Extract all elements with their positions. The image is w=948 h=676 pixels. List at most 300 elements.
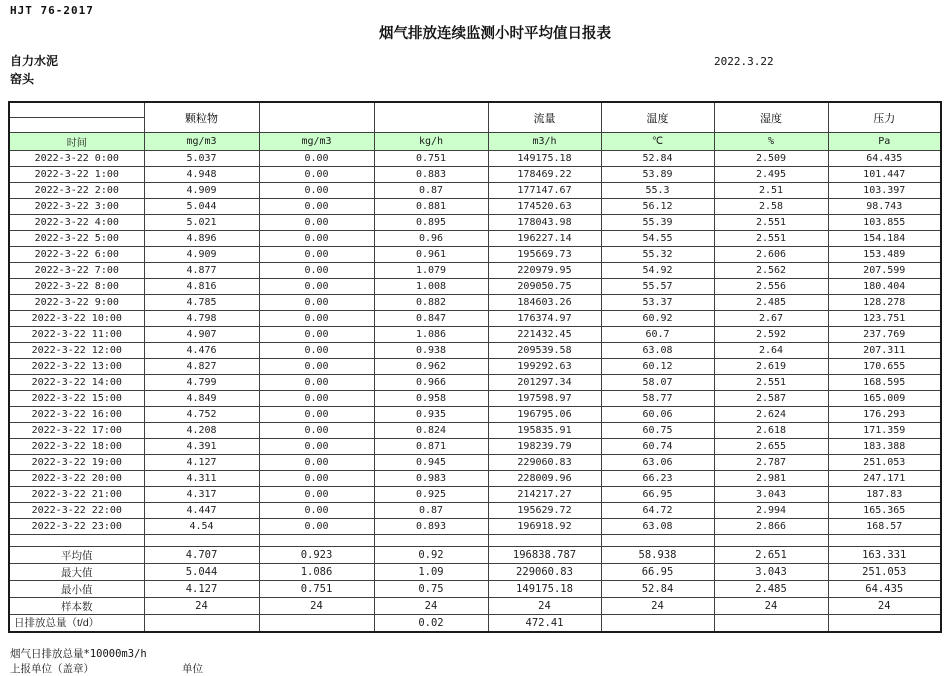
data-cell: 228009.96 (488, 471, 601, 487)
time-cell: 2022-3-22 12:00 (9, 343, 144, 359)
time-header-upper-cell (10, 103, 144, 118)
time-header-lower-cell (10, 118, 144, 132)
data-cell: 2.655 (714, 439, 828, 455)
data-cell: 184603.26 (488, 295, 601, 311)
data-cell: 60.7 (601, 327, 714, 343)
data-cell: 66.23 (601, 471, 714, 487)
data-cell: 0.00 (259, 343, 374, 359)
blank-cell (714, 535, 828, 547)
data-cell: 66.95 (601, 487, 714, 503)
summary-row (9, 598, 941, 615)
blank-cell (828, 535, 941, 547)
summary-value-cell: 52.84 (601, 581, 714, 598)
data-cell: 1.079 (374, 263, 488, 279)
data-cell: 149175.18 (488, 151, 601, 167)
summary-value-cell: 64.435 (828, 581, 941, 598)
summary-value-cell: 2.651 (714, 547, 828, 564)
table-row (9, 151, 941, 167)
summary-row (9, 615, 941, 632)
blank-cell (374, 535, 488, 547)
data-cell: 0.00 (259, 359, 374, 375)
data-cell: 63.06 (601, 455, 714, 471)
summary-value-cell: 251.053 (828, 564, 941, 581)
summary-value-cell: 24 (828, 598, 941, 615)
time-cell: 2022-3-22 17:00 (9, 423, 144, 439)
table-row (9, 279, 941, 295)
company-name: 自力水泥 (10, 54, 59, 68)
data-cell: 0.883 (374, 167, 488, 183)
data-cell: 2.866 (714, 519, 828, 535)
data-cell: 0.983 (374, 471, 488, 487)
summary-value-cell: 1.09 (374, 564, 488, 581)
data-cell: 4.127 (144, 455, 259, 471)
data-cell: 0.87 (374, 183, 488, 199)
summary-label: 最小值 (9, 581, 144, 598)
data-cell: 0.00 (259, 471, 374, 487)
units-row (9, 133, 941, 151)
data-cell: 195669.73 (488, 247, 601, 263)
unit-mgm3-2: mg/m3 (259, 133, 374, 151)
table-row (9, 519, 941, 535)
data-cell: 53.89 (601, 167, 714, 183)
data-cell: 60.74 (601, 439, 714, 455)
summary-value-cell: 0.751 (259, 581, 374, 598)
data-cell: 60.75 (601, 423, 714, 439)
data-cell: 2.618 (714, 423, 828, 439)
data-cell: 0.824 (374, 423, 488, 439)
data-cell: 237.769 (828, 327, 941, 343)
time-cell: 2022-3-22 22:00 (9, 503, 144, 519)
data-cell: 0.961 (374, 247, 488, 263)
data-cell: 0.00 (259, 423, 374, 439)
data-cell: 54.92 (601, 263, 714, 279)
data-cell: 60.06 (601, 407, 714, 423)
data-cell: 4.311 (144, 471, 259, 487)
time-cell: 2022-3-22 14:00 (9, 375, 144, 391)
summary-value-cell: 1.086 (259, 564, 374, 581)
data-cell: 0.00 (259, 519, 374, 535)
table-row (9, 359, 941, 375)
time-cell: 2022-3-22 18:00 (9, 439, 144, 455)
data-cell: 63.08 (601, 519, 714, 535)
data-cell: 1.086 (374, 327, 488, 343)
table-row (9, 343, 941, 359)
blank-cell (488, 535, 601, 547)
data-cell: 55.32 (601, 247, 714, 263)
data-cell: 4.909 (144, 247, 259, 263)
data-cell: 176374.97 (488, 311, 601, 327)
header-blank-1 (259, 102, 374, 133)
table-row (9, 231, 941, 247)
summary-value-cell: 3.043 (714, 564, 828, 581)
data-cell: 54.55 (601, 231, 714, 247)
time-header-split-cell (9, 102, 144, 133)
data-cell: 2.994 (714, 503, 828, 519)
data-cell: 2.485 (714, 295, 828, 311)
data-cell: 2.624 (714, 407, 828, 423)
data-cell: 201297.34 (488, 375, 601, 391)
time-cell: 2022-3-22 7:00 (9, 263, 144, 279)
data-cell: 5.037 (144, 151, 259, 167)
data-cell: 174520.63 (488, 199, 601, 215)
data-cell: 60.12 (601, 359, 714, 375)
summary-value-cell: 24 (144, 598, 259, 615)
time-cell: 2022-3-22 9:00 (9, 295, 144, 311)
unit-label: 单位 (182, 663, 203, 675)
data-cell: 0.871 (374, 439, 488, 455)
time-cell: 2022-3-22 15:00 (9, 391, 144, 407)
summary-row (9, 581, 941, 598)
data-cell: 2.64 (714, 343, 828, 359)
data-cell: 0.00 (259, 263, 374, 279)
table-row (9, 423, 941, 439)
time-cell: 2022-3-22 2:00 (9, 183, 144, 199)
data-cell: 0.00 (259, 247, 374, 263)
data-cell: 64.72 (601, 503, 714, 519)
data-cell: 0.751 (374, 151, 488, 167)
unit-celsius: ℃ (601, 133, 714, 151)
data-cell: 53.37 (601, 295, 714, 311)
data-cell: 168.57 (828, 519, 941, 535)
table-row (9, 327, 941, 343)
data-cell: 196227.14 (488, 231, 601, 247)
data-cell: 103.855 (828, 215, 941, 231)
group-header-row (9, 102, 941, 133)
summary-value-cell: 58.938 (601, 547, 714, 564)
summary-label: 平均值 (9, 547, 144, 564)
data-cell: 180.404 (828, 279, 941, 295)
data-cell: 2.51 (714, 183, 828, 199)
data-cell: 0.00 (259, 439, 374, 455)
data-cell: 0.945 (374, 455, 488, 471)
data-cell: 2.619 (714, 359, 828, 375)
data-cell: 58.07 (601, 375, 714, 391)
table-row (9, 439, 941, 455)
data-cell: 0.00 (259, 327, 374, 343)
header-humidity: 湿度 (714, 102, 828, 133)
data-cell: 176.293 (828, 407, 941, 423)
data-cell: 103.397 (828, 183, 941, 199)
data-cell: 4.948 (144, 167, 259, 183)
summary-value-cell: 4.707 (144, 547, 259, 564)
data-cell: 4.849 (144, 391, 259, 407)
summary-value-cell: 196838.787 (488, 547, 601, 564)
data-cell: 55.39 (601, 215, 714, 231)
data-cell: 196918.92 (488, 519, 601, 535)
data-cell: 0.00 (259, 295, 374, 311)
data-cell: 2.495 (714, 167, 828, 183)
data-cell: 123.751 (828, 311, 941, 327)
table-row (9, 183, 941, 199)
data-cell: 195629.72 (488, 503, 601, 519)
blank-row (9, 535, 941, 547)
time-cell: 2022-3-22 0:00 (9, 151, 144, 167)
data-cell: 0.881 (374, 199, 488, 215)
summary-value-cell: 2.485 (714, 581, 828, 598)
data-cell: 4.317 (144, 487, 259, 503)
time-cell: 2022-3-22 20:00 (9, 471, 144, 487)
summary-value-cell: 5.044 (144, 564, 259, 581)
summary-value-cell: 229060.83 (488, 564, 601, 581)
summary-value-cell: 0.02 (374, 615, 488, 632)
data-cell: 4.476 (144, 343, 259, 359)
flow-total-note: 烟气日排放总量*10000m3/h (10, 648, 147, 660)
data-cell: 0.00 (259, 151, 374, 167)
table-row (9, 247, 941, 263)
table-row (9, 199, 941, 215)
header-temperature: 温度 (601, 102, 714, 133)
unit-percent: % (714, 133, 828, 151)
summary-value-cell (259, 615, 374, 632)
data-cell: 4.54 (144, 519, 259, 535)
data-cell: 128.278 (828, 295, 941, 311)
data-cell: 4.827 (144, 359, 259, 375)
data-cell: 0.00 (259, 199, 374, 215)
report-date: 2022.3.22 (714, 55, 774, 68)
data-cell: 168.595 (828, 375, 941, 391)
summary-value-cell: 24 (714, 598, 828, 615)
data-cell: 2.58 (714, 199, 828, 215)
data-cell: 55.3 (601, 183, 714, 199)
table-row (9, 503, 941, 519)
data-cell: 214217.27 (488, 487, 601, 503)
unit-mgm3-1: mg/m3 (144, 133, 259, 151)
site-name: 窑头 (10, 72, 35, 86)
table-row (9, 487, 941, 503)
data-cell: 0.847 (374, 311, 488, 327)
data-cell: 0.938 (374, 343, 488, 359)
data-cell: 52.84 (601, 151, 714, 167)
header-flow: 流量 (488, 102, 601, 133)
data-cell: 0.00 (259, 231, 374, 247)
time-cell: 2022-3-22 6:00 (9, 247, 144, 263)
table-body (9, 151, 941, 632)
header-blank-2 (374, 102, 488, 133)
data-cell: 5.021 (144, 215, 259, 231)
summary-value-cell: 163.331 (828, 547, 941, 564)
daily-report-table (8, 101, 942, 633)
data-cell: 209539.58 (488, 343, 601, 359)
data-cell: 229060.83 (488, 455, 601, 471)
data-cell: 4.785 (144, 295, 259, 311)
summary-value-cell (828, 615, 941, 632)
table-row (9, 311, 941, 327)
summary-value-cell (144, 615, 259, 632)
data-cell: 2.787 (714, 455, 828, 471)
data-cell: 4.909 (144, 183, 259, 199)
data-cell: 165.009 (828, 391, 941, 407)
data-cell: 178043.98 (488, 215, 601, 231)
data-cell: 0.00 (259, 311, 374, 327)
data-cell: 2.587 (714, 391, 828, 407)
data-cell: 0.893 (374, 519, 488, 535)
summary-value-cell: 4.127 (144, 581, 259, 598)
data-cell: 183.388 (828, 439, 941, 455)
time-cell: 2022-3-22 5:00 (9, 231, 144, 247)
data-cell: 0.962 (374, 359, 488, 375)
summary-label: 样本数 (9, 598, 144, 615)
table-row (9, 391, 941, 407)
blank-cell (144, 535, 259, 547)
data-cell: 4.816 (144, 279, 259, 295)
data-cell: 0.00 (259, 167, 374, 183)
data-cell: 4.877 (144, 263, 259, 279)
data-cell: 0.00 (259, 183, 374, 199)
summary-value-cell: 149175.18 (488, 581, 601, 598)
table-row (9, 295, 941, 311)
data-cell: 198239.79 (488, 439, 601, 455)
time-cell: 2022-3-22 11:00 (9, 327, 144, 343)
data-cell: 0.882 (374, 295, 488, 311)
data-cell: 56.12 (601, 199, 714, 215)
data-cell: 0.00 (259, 215, 374, 231)
summary-value-cell: 0.923 (259, 547, 374, 564)
table-row (9, 375, 941, 391)
summary-value-cell: 24 (601, 598, 714, 615)
data-cell: 187.83 (828, 487, 941, 503)
time-cell: 2022-3-22 8:00 (9, 279, 144, 295)
data-cell: 3.043 (714, 487, 828, 503)
data-cell: 0.00 (259, 487, 374, 503)
data-cell: 171.359 (828, 423, 941, 439)
unit-time: 时间 (9, 133, 144, 151)
doc-code: HJT 76-2017 (10, 4, 94, 17)
summary-value-cell: 472.41 (488, 615, 601, 632)
data-cell: 0.00 (259, 503, 374, 519)
header-pressure: 压力 (828, 102, 941, 133)
data-cell: 101.447 (828, 167, 941, 183)
time-cell: 2022-3-22 3:00 (9, 199, 144, 215)
summary-value-cell (601, 615, 714, 632)
summary-value-cell: 24 (488, 598, 601, 615)
data-cell: 170.655 (828, 359, 941, 375)
data-cell: 2.562 (714, 263, 828, 279)
data-cell: 2.67 (714, 311, 828, 327)
summary-label: 最大值 (9, 564, 144, 581)
unit-pa: Pa (828, 133, 941, 151)
data-cell: 2.509 (714, 151, 828, 167)
time-cell: 2022-3-22 23:00 (9, 519, 144, 535)
data-cell: 154.184 (828, 231, 941, 247)
data-cell: 4.447 (144, 503, 259, 519)
summary-value-cell: 24 (374, 598, 488, 615)
data-cell: 0.00 (259, 391, 374, 407)
data-cell: 1.008 (374, 279, 488, 295)
data-cell: 0.00 (259, 455, 374, 471)
data-cell: 55.57 (601, 279, 714, 295)
data-cell: 178469.22 (488, 167, 601, 183)
data-cell: 0.00 (259, 375, 374, 391)
data-cell: 197598.97 (488, 391, 601, 407)
data-cell: 58.77 (601, 391, 714, 407)
data-cell: 2.551 (714, 375, 828, 391)
unit-m3h: m3/h (488, 133, 601, 151)
data-cell: 0.925 (374, 487, 488, 503)
data-cell: 177147.67 (488, 183, 601, 199)
time-cell: 2022-3-22 4:00 (9, 215, 144, 231)
data-cell: 220979.95 (488, 263, 601, 279)
table-row (9, 471, 941, 487)
data-cell: 207.311 (828, 343, 941, 359)
data-cell: 2.981 (714, 471, 828, 487)
data-cell: 0.966 (374, 375, 488, 391)
data-cell: 247.171 (828, 471, 941, 487)
summary-value-cell: 0.92 (374, 547, 488, 564)
page-title: 烟气排放连续监测小时平均值日报表 (379, 26, 611, 42)
summary-value-cell: 24 (259, 598, 374, 615)
data-cell: 2.551 (714, 215, 828, 231)
data-cell: 0.935 (374, 407, 488, 423)
data-cell: 165.365 (828, 503, 941, 519)
data-cell: 0.87 (374, 503, 488, 519)
summary-row (9, 547, 941, 564)
data-cell: 63.08 (601, 343, 714, 359)
data-cell: 199292.63 (488, 359, 601, 375)
time-cell: 2022-3-22 16:00 (9, 407, 144, 423)
data-cell: 207.599 (828, 263, 941, 279)
time-cell: 2022-3-22 1:00 (9, 167, 144, 183)
data-cell: 2.556 (714, 279, 828, 295)
table-row (9, 455, 941, 471)
data-cell: 0.958 (374, 391, 488, 407)
data-cell: 196795.06 (488, 407, 601, 423)
table-row (9, 215, 941, 231)
summary-row (9, 564, 941, 581)
data-cell: 0.96 (374, 231, 488, 247)
data-cell: 209050.75 (488, 279, 601, 295)
table-row (9, 263, 941, 279)
time-cell: 2022-3-22 10:00 (9, 311, 144, 327)
data-cell: 251.053 (828, 455, 941, 471)
summary-value-cell: 66.95 (601, 564, 714, 581)
time-cell: 2022-3-22 21:00 (9, 487, 144, 503)
data-cell: 2.592 (714, 327, 828, 343)
blank-cell (9, 535, 144, 547)
data-cell: 2.551 (714, 231, 828, 247)
summary-label: 日排放总量（t/d） (9, 615, 144, 632)
data-cell: 64.435 (828, 151, 941, 167)
data-cell: 98.743 (828, 199, 941, 215)
data-cell: 195835.91 (488, 423, 601, 439)
data-cell: 4.799 (144, 375, 259, 391)
blank-cell (259, 535, 374, 547)
data-cell: 0.895 (374, 215, 488, 231)
header-particulate: 颗粒物 (144, 102, 259, 133)
time-cell: 2022-3-22 19:00 (9, 455, 144, 471)
summary-value-cell: 0.75 (374, 581, 488, 598)
data-cell: 4.208 (144, 423, 259, 439)
data-cell: 4.907 (144, 327, 259, 343)
data-cell: 4.896 (144, 231, 259, 247)
data-cell: 0.00 (259, 407, 374, 423)
data-cell: 4.798 (144, 311, 259, 327)
data-cell: 5.044 (144, 199, 259, 215)
summary-value-cell (714, 615, 828, 632)
blank-cell (601, 535, 714, 547)
data-cell: 0.00 (259, 279, 374, 295)
data-cell: 221432.45 (488, 327, 601, 343)
data-cell: 4.391 (144, 439, 259, 455)
report-unit-label: 上报单位（盖章） (10, 663, 94, 675)
data-cell: 153.489 (828, 247, 941, 263)
table-row (9, 407, 941, 423)
time-cell: 2022-3-22 13:00 (9, 359, 144, 375)
unit-kgh: kg/h (374, 133, 488, 151)
data-cell: 4.752 (144, 407, 259, 423)
table-row (9, 167, 941, 183)
data-cell: 60.92 (601, 311, 714, 327)
data-cell: 2.606 (714, 247, 828, 263)
